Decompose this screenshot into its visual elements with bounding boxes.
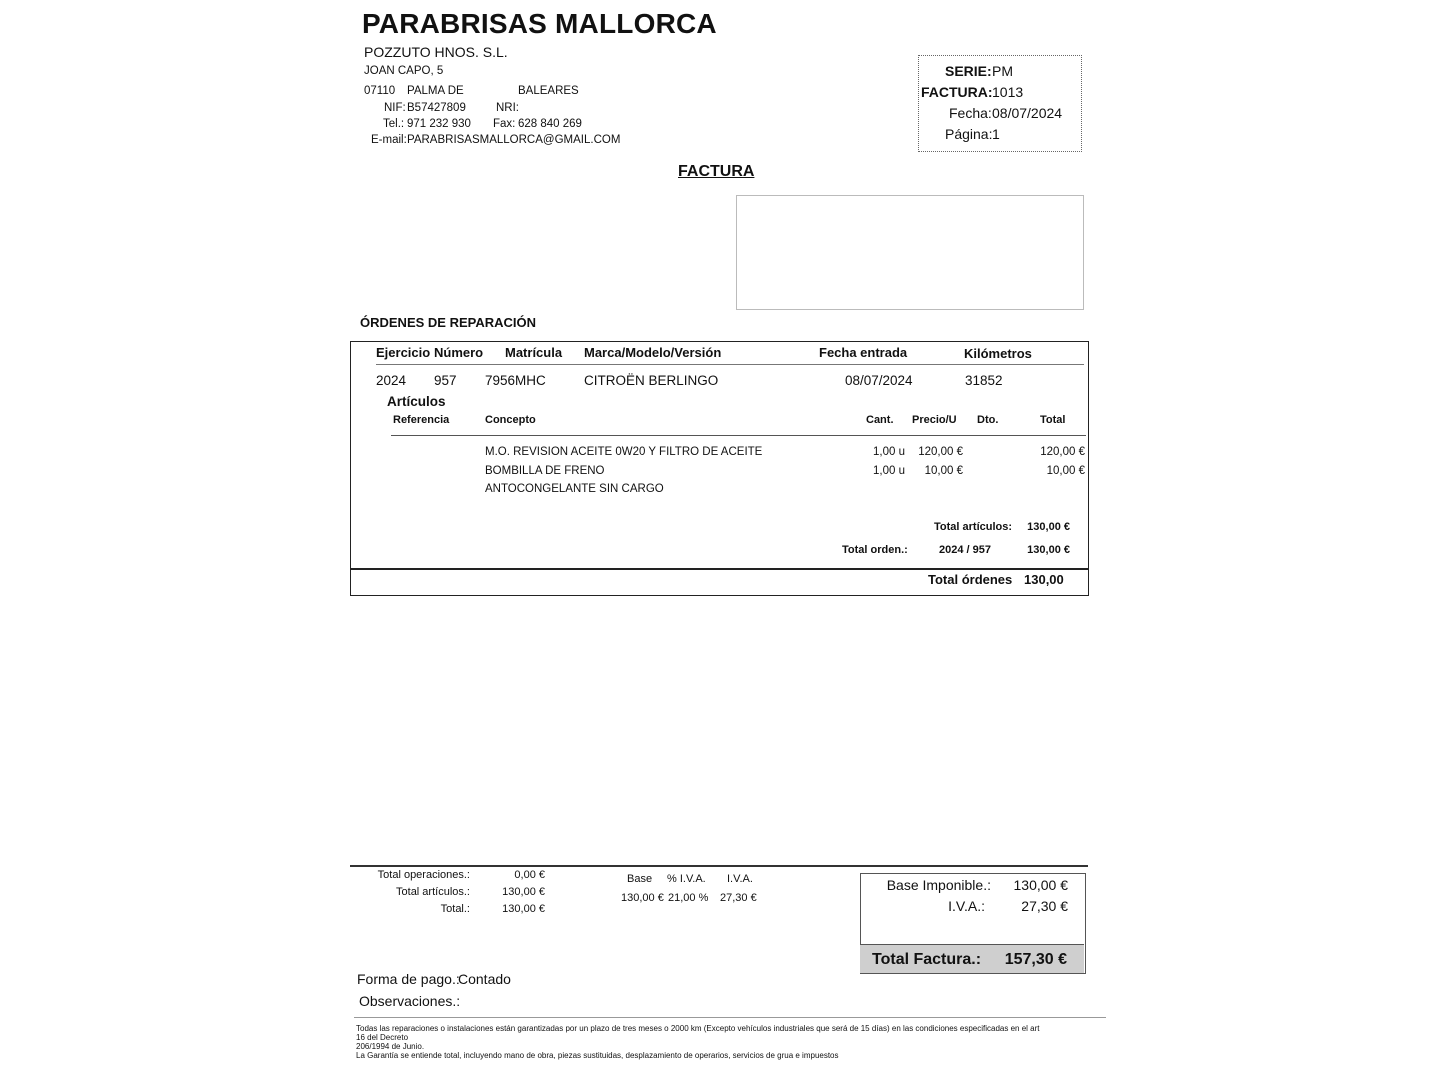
nif-value: B57427809 (407, 102, 466, 114)
line-concepto: ANTOCONGELANTE SIN CARGO (485, 483, 664, 495)
serie-label: SERIE: (945, 63, 992, 79)
vat-iva-value: 27,30 € (720, 892, 757, 904)
col-cant: Cant. (866, 414, 894, 426)
iva-value: 27,30 € (1021, 898, 1068, 914)
line-precio: 120,00 € (918, 446, 963, 458)
total-factura-value: 157,30 € (1004, 951, 1067, 968)
footer-divider (350, 865, 1088, 867)
articles-header-divider (391, 435, 1086, 436)
tel-label: Tel.: (383, 118, 405, 130)
fecha-value: 08/07/2024 (992, 105, 1063, 121)
factura-label: FACTURA: (921, 84, 993, 100)
line-total: 120,00 € (1040, 446, 1085, 458)
col-ejercicio: Ejercicio (376, 345, 431, 360)
iva-label: I.V.A.: (948, 898, 985, 914)
pagina-value: 1 (992, 126, 1000, 142)
observaciones-label: Observaciones.: (359, 993, 461, 1009)
col-matricula: Matrícula (505, 345, 563, 360)
legal-text-line: 16 del Decreto (356, 1033, 409, 1042)
line-total: 10,00 € (1046, 465, 1085, 477)
nri-label: NRI: (496, 102, 519, 114)
total-orden-value: 130,00 € (1027, 544, 1070, 556)
col-fecha-entrada: Fecha entrada (819, 345, 908, 360)
order-kilometros: 31852 (965, 373, 1003, 388)
company-name: PARABRISAS MALLORCA (362, 8, 717, 39)
legal-text-line: Todas las reparaciones o instalaciones están garantizadas por un plazo de tres meses o 2000 km (Excepto vehículos industriales que será de 15 días) en las condiciones especificadas en el art (356, 1024, 1040, 1033)
forma-pago-value: Contado (458, 971, 511, 987)
pagina-label: Página: (945, 126, 993, 142)
company-legal-name: POZZUTO HNOS. S.L. (364, 44, 508, 60)
total-factura-label: Total Factura.: (872, 951, 982, 968)
legal-text-line: 206/1994 de Junio. (356, 1042, 425, 1051)
total-ordenes-label: Total órdenes (928, 572, 1013, 587)
customer-address-box (736, 195, 1084, 310)
email-label: E-mail: (371, 134, 407, 146)
order-ejercicio: 2024 (376, 373, 407, 388)
total-articulos-value: 130,00 € (1027, 521, 1070, 533)
line-concepto: M.O. REVISION ACEITE 0W20 Y FILTRO DE ACEITE (485, 446, 763, 458)
line-cant: 1,00 u (873, 465, 905, 477)
line-cant: 1,00 u (873, 446, 905, 458)
col-kilometros: Kilómetros (964, 346, 1032, 361)
orders-total-divider (351, 568, 1088, 570)
province: BALEARES (518, 85, 579, 97)
order-matricula: 7956MHC (485, 373, 546, 388)
articles-title: Artículos (387, 394, 446, 409)
vat-iva-header: I.V.A. (727, 873, 753, 885)
total-ordenes-value: 130,00 (1024, 572, 1064, 587)
tel-value: 971 232 930 (407, 118, 471, 130)
summary-total-label: Total.: (440, 903, 470, 915)
fax-value: 628 840 269 (518, 118, 582, 130)
orders-section-title: ÓRDENES DE REPARACIÓN (360, 315, 537, 330)
col-concepto: Concepto (485, 414, 536, 426)
summary-total-articulos-label: Total artículos.: (396, 886, 470, 898)
line-precio: 10,00 € (924, 465, 963, 477)
vat-base-header: Base (627, 873, 653, 885)
fecha-label: Fecha: (949, 105, 992, 121)
total-articulos-label: Total artículos: (934, 521, 1013, 533)
serie-value: PM (992, 63, 1013, 79)
factura-value: 1013 (992, 84, 1024, 100)
order-numero: 957 (434, 373, 457, 388)
vat-pct-value: 21,00 % (668, 892, 709, 904)
email-value: PARABRISASMALLORCA@GMAIL.COM (407, 134, 621, 146)
vat-base-value: 130,00 € (621, 892, 664, 904)
summary-total-value: 130,00 € (502, 903, 545, 915)
header-divider (376, 364, 1084, 365)
order-fecha-entrada: 08/07/2024 (845, 373, 913, 388)
col-marca: Marca/Modelo/Versión (584, 345, 722, 360)
line-concepto: BOMBILLA DE FRENO (485, 465, 605, 477)
fax-label: Fax: (493, 118, 516, 130)
col-dto: Dto. (977, 414, 999, 426)
base-imponible-label: Base Imponible.: (886, 877, 991, 893)
total-operaciones-label: Total operaciones.: (377, 869, 470, 881)
col-referencia: Referencia (393, 414, 450, 426)
total-operaciones-value: 0,00 € (514, 869, 545, 881)
col-numero: Número (434, 345, 484, 360)
legal-text-line: La Garantía se entiende total, incluyendo mano de obra, piezas sustituidas, desplazamiento de operarios, servicios de grua e impuestos (356, 1051, 839, 1060)
postal-code: 07110 (364, 85, 396, 97)
company-address: JOAN CAPO, 5 (364, 65, 444, 77)
legal-divider (354, 1017, 1106, 1018)
city: PALMA DE (407, 85, 464, 97)
summary-total-articulos-value: 130,00 € (502, 886, 545, 898)
total-orden-label: Total orden.: (842, 544, 908, 556)
vat-pct-header: % I.V.A. (667, 873, 706, 885)
total-orden-ref: 2024 / 957 (939, 544, 991, 556)
order-marca: CITROËN BERLINGO (584, 373, 719, 388)
col-precio: Precio/U (912, 414, 957, 426)
col-total: Total (1040, 414, 1066, 426)
nif-label: NIF: (384, 102, 406, 114)
forma-pago-label: Forma de pago.: (357, 971, 460, 987)
document-title: FACTURA (678, 163, 755, 180)
base-imponible-value: 130,00 € (1013, 877, 1068, 893)
